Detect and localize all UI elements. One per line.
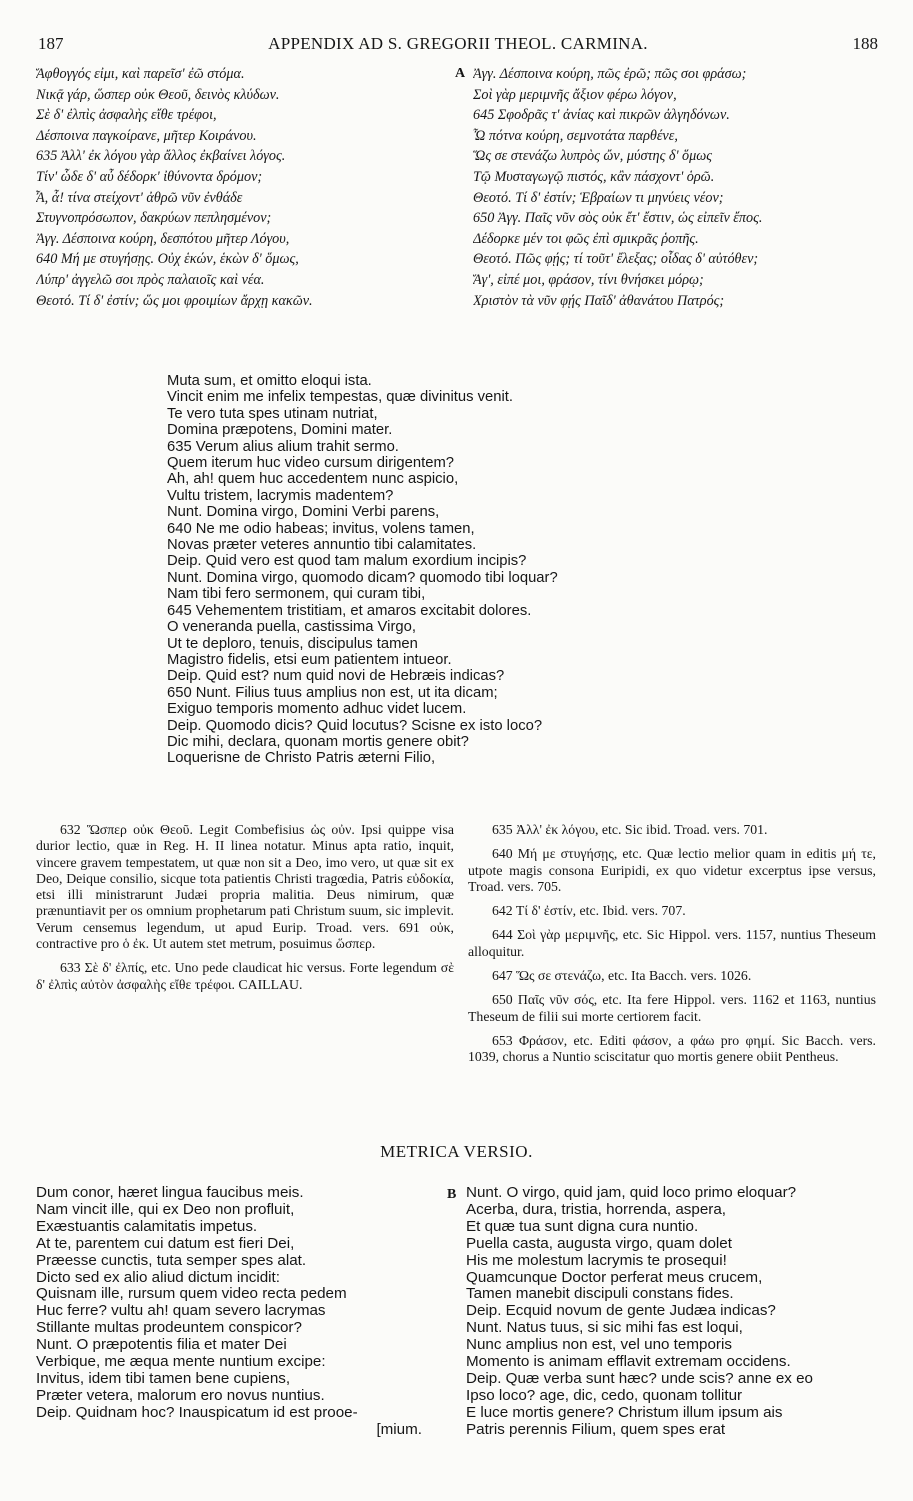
metrica-versio-right: [466, 1185, 886, 1439]
footnote: 635 Ἀλλ' ἐκ λόγου, etc. Sic ibid. Troad. vers. 701.: [492, 822, 768, 837]
greek-verse-line: 650 Ἀγγ. Παῖς νῦν σὸς οὐκ ἔτ' ἔστιν, ὡς εἰπεῖν ἔπος.: [473, 210, 763, 227]
footnote: 653 Φράσον, etc. Editi φάσον, a φάω pro φημί. Sic Bacch. vers. 1039, chorus a Nuntio sciscitatur quo mortis genere obiit Pentheus.: [468, 1032, 876, 1065]
greek-verse-line: Θεοτό. Τί δ' ἐστίν; Ἑβραίων τι μηνύεις νέον;: [473, 189, 724, 206]
metric-verse-line: Puella casta, augusta virgo, quam dolet: [466, 1235, 732, 1252]
latin-prose-line: Vultu tristem, lacrymis madentem?: [167, 487, 394, 504]
greek-verse-line: Ἄφθογγός εἰμι, καὶ παρεῖσ' ἐῶ στόμα.: [36, 66, 245, 82]
greek-verse-line: Ὦ πότνα κούρη, σεμνοτάτα παρθένε,: [473, 127, 678, 144]
latin-prose-line: Deip. Quomodo dicis? Quid locutus? Scisne ex isto loco?: [167, 717, 543, 734]
latin-prose-line: Te vero tuta spes utinam nutriat,: [167, 405, 378, 422]
column-marker-a: A: [455, 66, 466, 81]
greek-verse-line: Ὥς σε στενάζω λυπρὸς ὤν, μύστης δ' ὅμως: [473, 148, 713, 165]
metric-verse-line: His me molestum lacrymis te prosequi!: [466, 1252, 727, 1269]
section-title: METRICA VERSIO.: [380, 1142, 533, 1161]
greek-verse-line: Στυγνοπρόσωπον, δακρύων πεπλησμένον;: [36, 210, 272, 227]
footnote: 642 Τί δ' ἐστίν, etc. Ibid. vers. 707.: [492, 903, 686, 919]
latin-prose-line: Ut te deploro, tenuis, discipulus tamen: [167, 635, 418, 652]
metric-verse-line: Exæstuantis calamitatis impetus.: [36, 1218, 258, 1235]
latin-prose-line: Deip. Quid vero est quod tam malum exordium incipis?: [167, 553, 527, 570]
greek-verse-line: Τίν' ὧδε δ' αὖ δέδορκ' ἰθύνοντα δρόμον;: [36, 168, 263, 185]
metric-verse-line: E luce mortis genere? Christum illum ipsum ais: [466, 1404, 783, 1421]
footnote: 644 Σοὶ γὰρ μεριμνῆς, etc. Sic Hippol. vers. 1157, nuntius Theseum alloquitur.: [468, 927, 876, 959]
metrica-versio-left: [36, 1185, 446, 1439]
metric-verse-line: Deip. Quæ verba sunt hæc? unde scis? anne ex eo: [466, 1370, 813, 1387]
latin-prose-line: 645 Vehementem tristitiam, et amaros excitabit dolores.: [167, 602, 532, 619]
metric-verse-line: Dum conor, hæret lingua faucibus meis.: [36, 1185, 304, 1201]
latin-prose-line: Quem iterum huc video cursum dirigentem?: [167, 455, 455, 472]
metric-verse-line: Et quæ tua sunt digna cura nuntio.: [466, 1218, 699, 1235]
footnote: 632 Ὥσπερ οὐκ Θεοῦ. Legit Combefisius ὡς οὐν. Ipsi quippe visa durior lectio, quæ in Reg. H. II linea notatur. Minus apta ratio, inquit, vincere gravem tempestatem, ut quæ non sit a Deo, imo vero, ut quæ sit ex Deo, Deique consilio, sicque tota patientis Christi tragœdia, Patris εὐδοκία, etsi illi ministrarunt Judæi propria malitia. Deus nimirum, quæ prænuntiavit per os omnium prophetarum pati Christum suum, sic implevit. Verum censemus legendum, ut apud Eurip. Troad. vers. 691 οὐκ, contractive pro ὁ ἐκ. Ut autem stet metrum, posuimus ὥσπερ.: [36, 822, 454, 952]
metric-verse-line: Tamen manebit discipuli constans fides.: [466, 1286, 734, 1303]
greek-verse-line: Ἀγγ. Δέσποινα κούρη, πῶς ἐρῶ; πῶς σοι φράσω;: [473, 66, 747, 82]
greek-text-right: [473, 64, 883, 311]
latin-prose-line: 640 Ne me odio habeas; invitus, volens tamen,: [167, 520, 475, 537]
greek-verse-line: Ἀγγ. Δέσποινα κούρη, δεσπότου μῆτερ Λόγου,: [36, 230, 290, 247]
metric-verse-line: Ipso loco? age, dic, cedo, quonam tollitur: [466, 1387, 743, 1404]
latin-prose-line: O veneranda puella, castissima Virgo,: [167, 619, 416, 636]
metric-verse-line: Nam vincit ille, qui ex Deo non profluit,: [36, 1201, 295, 1218]
latin-prose-line: Domina præpotens, Domini mater.: [167, 422, 393, 439]
greek-verse-line: Σοὶ γὰρ μεριμνῆς ἄξιον φέρω λόγον,: [473, 86, 677, 103]
metric-verse-line: Acerba, dura, tristia, horrenda, aspera,: [466, 1201, 727, 1218]
metric-verse-line: Verbique, me æqua mente nuntium excipe:: [36, 1354, 326, 1371]
latin-prose-translation: [167, 373, 767, 767]
greek-text-left: [36, 64, 456, 311]
column-marker-b: B: [447, 1187, 457, 1202]
metric-verse-line: Invitus, idem tibi tamen bene cupiens,: [36, 1370, 291, 1387]
metric-verse-line: Momento is animam efflavit extremam occidens.: [466, 1354, 791, 1371]
greek-verse-line: 635 Ἀλλ' ἐκ λόγου γὰρ ἄλλος ἐκβαίνει λόγος.: [36, 148, 286, 165]
greek-verse-line: Χριστὸν τὰ νῦν φῄς Παῖδ' ἀθανάτου Πατρός;: [473, 292, 725, 309]
footnotes-left: [36, 822, 454, 1001]
footnote: 640 Μή με στυγήσῃς, etc. Quæ lectio melior quam in editis μή τε, utpote magis consona Euripidi, ex quo videtur excerptus ipse versus, Troad. vers. 705.: [468, 846, 876, 894]
footnotes-right: [468, 822, 876, 1074]
metric-verse-line: Nunt. Natus tuus, si sic mihi fas est loqui,: [466, 1320, 743, 1337]
metric-verse-line: Nunt. O præpotentis filia et mater Dei: [36, 1337, 287, 1354]
metric-verse-line: Stillante multas prodeuntem conspicor?: [36, 1320, 302, 1337]
latin-prose-line: Nam tibi fero sermonem, qui curam tibi,: [167, 586, 426, 603]
footnote: 650 Παῖς νῦν σός, etc. Ita fere Hippol. vers. 1162 et 1163, nuntius Theseum de filii sui morte certiorem facit.: [468, 992, 876, 1024]
metric-verse-line: Nunc amplius non est, vel uno temporis: [466, 1337, 732, 1354]
greek-verse-line: Σὲ δ' ἐλπὶς ἀσφαλὴς εἴθε τρέφοι,: [36, 107, 217, 124]
greek-verse-line: 645 Σφοδρᾶς τ' ἀνίας καὶ πικρῶν ἀλγηδόνων.: [473, 107, 730, 124]
metric-verse-line: At te, parentem cui datum est fieri Dei,: [36, 1235, 295, 1252]
latin-prose-line: Dic mihi, declara, quonam mortis genere obit?: [167, 733, 469, 750]
latin-prose-line: Loquerisne de Christo Patris æterni Filio,: [167, 750, 436, 767]
metric-verse-line: Patris perennis Filium, quem spes erat: [466, 1421, 726, 1438]
latin-prose-line: Exiguo temporis momento adhuc videt lucem.: [167, 701, 467, 718]
metric-verse-line: [mium.: [376, 1421, 422, 1438]
greek-verse-line: Τῷ Μυσταγωγῷ πιστός, κἂν πάσχοντ' ὁρῶ.: [473, 168, 715, 185]
latin-prose-line: Muta sum, et omitto eloqui ista.: [167, 373, 372, 389]
greek-verse-line: Δέδορκε μέν τοι φῶς ἐπὶ σμικρᾶς ῥοπῆς.: [473, 230, 699, 247]
running-title: APPENDIX AD S. GREGORII THEOL. CARMINA.: [268, 34, 648, 53]
greek-verse-line: Δέσποινα παγκοίρανε, μῆτερ Κοιράνου.: [36, 127, 257, 144]
footnote: 633 Σὲ δ' ἐλπίς, etc. Uno pede claudicat hic versus. Forte legendum σὲ δ' ἐλπὶς αὐτὸν ἀσφαλὴς εἴθε τρέφοι. CAILLAU.: [36, 960, 454, 992]
latin-prose-line: Novas præter veteres annuntio tibi calamitates.: [167, 537, 477, 554]
latin-prose-line: Nunt. Domina virgo, Domini Verbi parens,: [167, 504, 440, 521]
latin-prose-line: 650 Nunt. Filius tuus amplius non est, ut ita dicam;: [167, 684, 498, 701]
greek-verse-line: Θεοτό. Τί δ' ἐστίν; ὥς μοι φροιμίων ἄρχῃ κακῶν.: [36, 292, 313, 309]
metric-verse-line: Præesse cunctis, tuta semper spes alat.: [36, 1252, 307, 1269]
footnote: 647 Ὥς σε στενάζω, etc. Ita Bacch. vers. 1026.: [492, 968, 752, 984]
metric-verse-line: Deip. Quidnam hoc? Inauspicatum id est prooe-: [36, 1404, 358, 1421]
metric-verse-line: Præter vetera, malorum ero novus nuntius.: [36, 1387, 325, 1404]
latin-prose-line: Nunt. Domina virgo, quomodo dicam? quomodo tibi loquar?: [167, 569, 558, 586]
greek-verse-line: Ἄγ', εἰπέ μοι, φράσον, τίνι θνήσκει μόρῳ;: [473, 271, 704, 288]
page-number-left: 187: [38, 34, 64, 53]
latin-prose-line: Magistro fidelis, etsi eum patientem intueor.: [167, 651, 452, 668]
latin-prose-line: Ah, ah! quem huc accedentem nunc aspicio,: [167, 471, 459, 488]
metric-verse-line: Huc ferre? vultu ah! quam severo lacrymas: [36, 1303, 326, 1320]
page-number-right: 188: [852, 34, 878, 53]
latin-prose-line: Vincit enim me infelix tempestas, quæ divinitus venit.: [167, 389, 513, 406]
greek-verse-line: Λύπρ' ἀγγελῶ σοι πρὸς παλαιοῖς καὶ νέα.: [36, 271, 265, 288]
greek-verse-line: 640 Μή με στυγήσῃς. Οὐχ ἑκών, ἑκὼν δ' ὅμως,: [36, 251, 299, 268]
metric-verse-line: Dicto sed ex alio aliud dictum incidit:: [36, 1269, 280, 1286]
greek-verse-line: Ἆ, ἆ! τίνα στείχοντ' ἀθρῶ νῦν ἐνθάδε: [36, 189, 243, 206]
metric-verse-line: Quisnam ille, rursum quem video recta pedem: [36, 1286, 347, 1303]
running-header: [38, 34, 878, 56]
greek-verse-line: Νικᾷ γάρ, ὥσπερ οὐκ Θεοῦ, δεινὸς κλύδων.: [36, 86, 280, 103]
metric-verse-line: Quamcunque Doctor perferat meus crucem,: [466, 1269, 763, 1286]
greek-verse-line: Θεοτό. Πῶς φῄς; τί τοῦτ' ἔλεξας; οἶδας δ' αὐτόθεν;: [473, 251, 759, 268]
metric-verse-line: Nunt. O virgo, quid jam, quid loco primo eloquar?: [466, 1185, 797, 1201]
latin-prose-line: Deip. Quid est? num quid novi de Hebræis indicas?: [167, 668, 505, 685]
latin-prose-line: 635 Verum alius alium trahit sermo.: [167, 438, 399, 455]
metric-verse-line: Deip. Ecquid novum de gente Judæa indicas?: [466, 1303, 776, 1320]
